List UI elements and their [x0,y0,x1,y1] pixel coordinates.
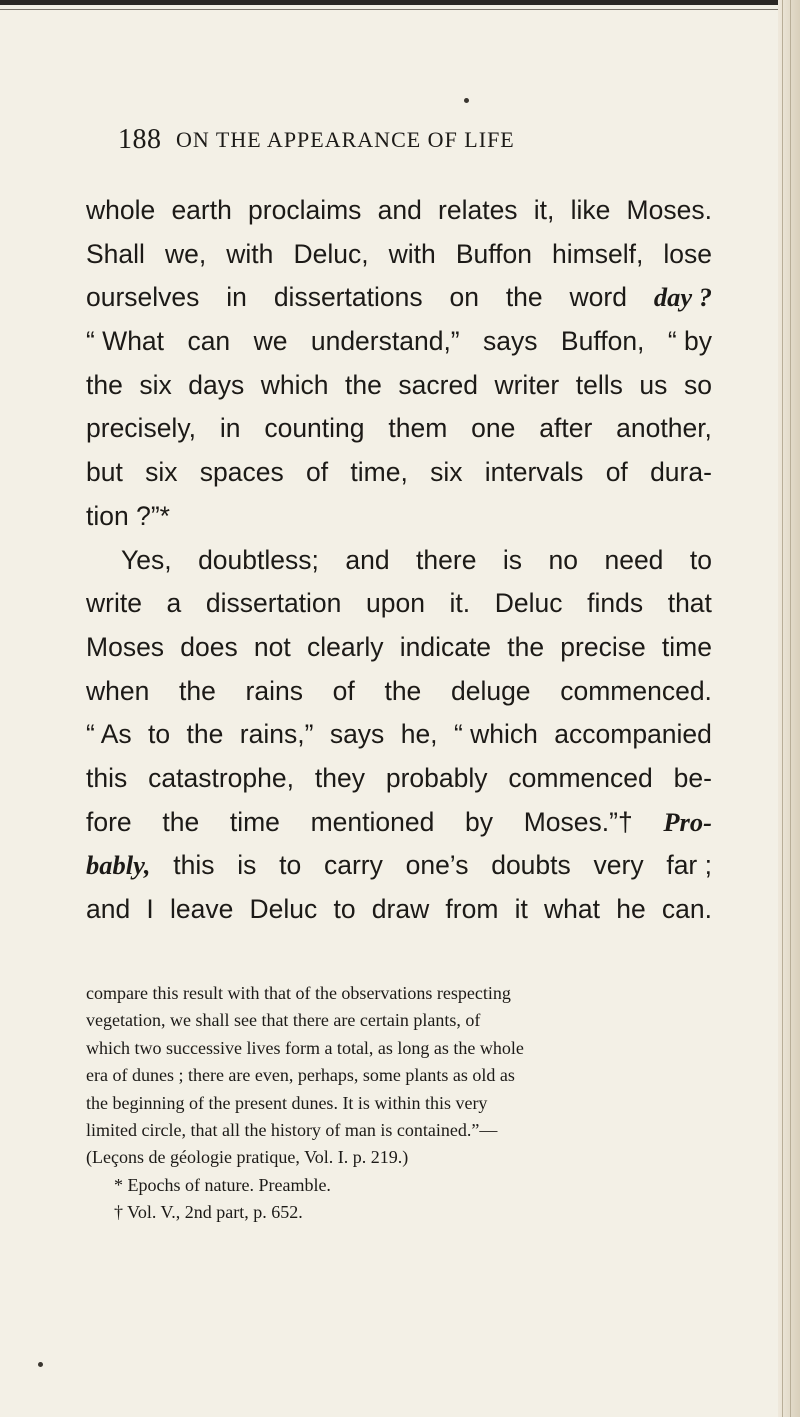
word: we [253,326,288,357]
text-line [86,276,712,320]
word: on [449,282,479,313]
text-line [86,626,712,670]
word: the [162,806,200,837]
word: “ What [86,326,165,357]
word: time, [350,457,408,488]
word: them [388,413,448,444]
footnote-line: vegetation, we shall see that there are certain plants, of [86,1010,481,1031]
word: finds [587,588,644,619]
word: days [188,369,245,400]
word: Yes, [121,544,172,575]
word: catastrophe, [148,762,294,793]
word: intervals [484,457,584,488]
word: doubtless; [198,544,319,575]
top-rule [0,0,800,5]
word: so [683,369,712,400]
word: the [179,675,216,706]
word: of [605,457,628,488]
word: commenced [508,762,653,793]
word: the [505,282,543,313]
word: Shall [86,238,145,269]
footnote-line: compare this result with that of the observations respecting [86,983,511,1003]
word: us [639,369,668,400]
word: sacred [398,369,478,400]
word: mentioned [310,806,435,837]
word: clearly [306,631,384,662]
word: Moses.”† [523,806,633,837]
word: earth [171,195,232,225]
word: of [306,457,329,488]
word: dissertations [273,282,423,313]
text-line [86,189,712,233]
gutter-line [790,0,791,1417]
word: counting [264,413,365,444]
footnote-line: * Epochs of nature. Preamble. [114,1174,331,1195]
word: the [86,369,123,400]
word: word [569,282,627,313]
word: when [86,675,150,706]
page-gutter [778,0,800,1417]
word: Pro- [663,806,712,837]
word: to [148,719,171,750]
word: spaces [199,457,284,488]
footnote-line: † Vol. V., 2nd part, p. 652. [114,1202,303,1223]
word: precisely, [86,413,196,444]
word: Deluc [494,588,563,619]
word: in [219,413,241,444]
word: it. [449,588,471,619]
word: time [229,806,280,837]
footnotes [86,980,712,1227]
word: to [333,894,356,924]
word: we, [164,238,207,269]
word: indicate [399,631,492,662]
word: whole [86,195,156,225]
word: the [384,675,422,706]
word: says [329,719,385,750]
word: Moses. [626,195,712,225]
word: says [483,326,538,357]
word: leave [169,894,234,924]
word: doubts [491,850,571,881]
word: himself, [552,238,644,269]
footnote-line: limited circle, that all the history of man is contained.”— [86,1119,498,1140]
text-line [86,320,712,364]
word: six [430,457,463,488]
word: but [86,457,123,488]
word: Moses [86,631,165,662]
ink-speck [464,98,469,103]
word: accompanied [554,719,712,750]
word: “ by [667,326,712,357]
word: proclaims [248,195,362,225]
text-line [86,233,712,277]
text-line [86,844,712,888]
word: that [667,588,712,619]
text-line [86,888,712,932]
text-line [86,757,712,801]
word: relates [438,195,518,225]
text-line [86,451,712,495]
word: with [226,238,274,269]
word: is [502,544,523,575]
word: does [180,631,238,662]
word: the [345,369,382,400]
word: it [514,894,528,924]
word: there [416,544,477,575]
page-number: 188 [118,124,162,155]
footnote-line: which two successive lives form a total, as long as the whole [86,1037,524,1058]
word: one’s [405,850,469,881]
word: one [471,413,516,444]
word: like [570,195,611,225]
word: ourselves [86,282,200,313]
word: after [539,413,593,444]
word: it, [533,195,555,225]
footnote-line: the beginning of the present dunes. It is within this very [86,1092,488,1113]
word: understand,” [310,326,460,357]
text-line [86,495,712,539]
word: to [689,544,712,575]
word: Deluc [249,894,318,924]
word: not [253,631,291,662]
word: another, [616,413,712,444]
word: can. [661,894,712,924]
text-line [86,582,712,626]
top-rule-thin [0,9,800,10]
word: rains [245,675,303,706]
word: of [332,675,355,706]
text-line [86,407,712,451]
word: a [166,588,182,619]
word: and [377,195,422,225]
word: the [186,719,224,750]
word: I [146,894,154,924]
word: carry [323,850,383,881]
text-line [86,539,712,583]
text-line [86,364,712,408]
word: bably, [86,850,151,881]
word: rains,” [239,719,314,750]
word: draw [371,894,430,924]
word: precise [560,631,646,662]
word: Deluc, [293,238,369,269]
word: deluge [450,675,531,706]
word: very [593,850,644,881]
text-line [86,713,712,757]
word: dura- [650,457,712,488]
word: tion ?”* [86,500,170,531]
word: can [187,326,231,357]
word: this [86,762,128,793]
word: probably [385,762,488,793]
word: commenced. [560,675,712,706]
word: in [226,282,247,313]
word: far ; [666,850,712,881]
running-head-title: ON THE APPEARANCE OF LIFE [176,127,515,152]
word: fore [86,806,132,837]
word: they [314,762,365,793]
word: the [507,631,545,662]
word: he [616,894,646,924]
word: this [173,850,215,881]
word: and [86,894,131,924]
word: writer [494,369,560,400]
word: is [237,850,257,881]
word: which [260,369,329,400]
word: from [445,894,499,924]
word: Buffon, [560,326,645,357]
footnote-line: era of dunes ; there are even, perhaps, some plants as old as [86,1065,515,1086]
word: and [345,544,390,575]
word: lose [663,238,712,269]
main-text [86,189,712,932]
word: be- [673,762,712,793]
word: write [86,588,142,619]
footnote-line: (Leçons de géologie pratique, Vol. I. p. 219.) [86,1147,409,1168]
word: by [465,806,494,837]
word: to [279,850,302,881]
word: need [604,544,664,575]
word: day ? [653,282,712,313]
word: six [139,369,172,400]
word: dissertation [205,588,342,619]
word: no [548,544,578,575]
text-line [86,801,712,845]
word: with [388,238,436,269]
word: upon [366,588,425,619]
word: he, [400,719,438,750]
ink-speck [38,1362,43,1367]
text-line [86,670,712,714]
word: “ which [453,719,538,750]
word: tells [575,369,623,400]
word: Buffon [455,238,532,269]
running-header [118,124,758,164]
word: “ As [86,719,132,750]
word: time [661,631,712,662]
word: what [544,894,601,924]
word: six [145,457,178,488]
gutter-line [782,0,783,1417]
